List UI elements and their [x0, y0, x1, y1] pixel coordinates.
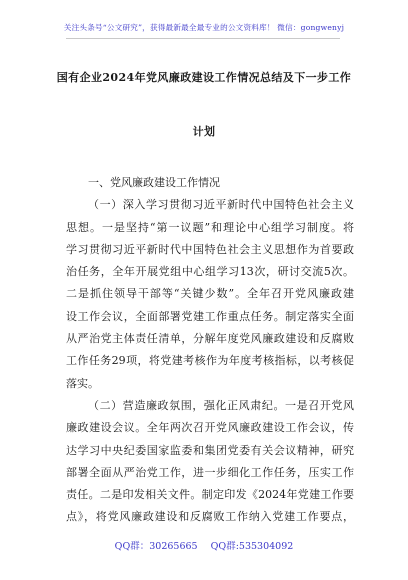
document-body-line: 责任。二是印发相关文件。制定印发《2024年党建工作要 [66, 488, 354, 502]
document-body-line: 达学习中央纪委国家监委和集团党委有关会议精神，研究 [66, 443, 354, 457]
document-body-line: 廉政建设会议。全年两次召开党风廉政建设工作会议，传 [66, 421, 354, 435]
document-body-line: 思想。一是坚持“第一议题”和理论中心组学习制度。将 [66, 220, 354, 234]
header-divider [66, 38, 340, 39]
document-body-line: 二是抓住领导干部等“关键少数”。全年召开党风廉政建 [66, 287, 354, 301]
document-body-line: 治任务，全年开展党组中心组学习13次，研讨交流5次。 [66, 265, 354, 279]
document-body-line: 部署全面从严治党工作，进一步细化工作任务，压实工作 [66, 465, 354, 479]
footer-qq-group-1: QQ群：30265665 [114, 541, 198, 552]
document-body-line: 从严治党主体责任清单，分解年度党风廉政建设和反腐败 [66, 332, 354, 346]
document-body-line: 点》，将党风廉政建设和反腐败工作纳入党建工作要点， [66, 510, 354, 524]
footer-contact [0, 538, 408, 552]
document-title-line-1: 国有企业2024年党风廉政建设工作情况总结及下一步工作 [56, 71, 352, 84]
document-body-line: （一）深入学习贯彻习近平新时代中国特色社会主义 [88, 198, 354, 212]
document-body-line: 落实。 [66, 376, 99, 390]
document-body-line: 设工作会议，全面部署党建工作重点任务。制定落实全面 [66, 309, 354, 323]
document-body-line: 学习贯彻习近平新时代中国特色社会主义思想作为首要政 [66, 242, 354, 256]
document-body-line: 工作任务29项，将党建考核作为年度考核指标，以考核促 [66, 354, 354, 368]
document-body-line: （二）营造廉政氛围，强化正风肃纪。一是召开党风 [88, 398, 354, 412]
header-promo-text: 关注头条号“公文研究”，获得最新最全最专业的公文资料库！ 微信：gongwenyj [63, 23, 345, 32]
footer-qq-group-2: QQ群:535304092 [210, 541, 294, 552]
document-title-line-2: 计划 [192, 125, 216, 138]
document-body-line: 一、党风廉政建设工作情况 [88, 176, 220, 189]
document-body [66, 172, 354, 529]
